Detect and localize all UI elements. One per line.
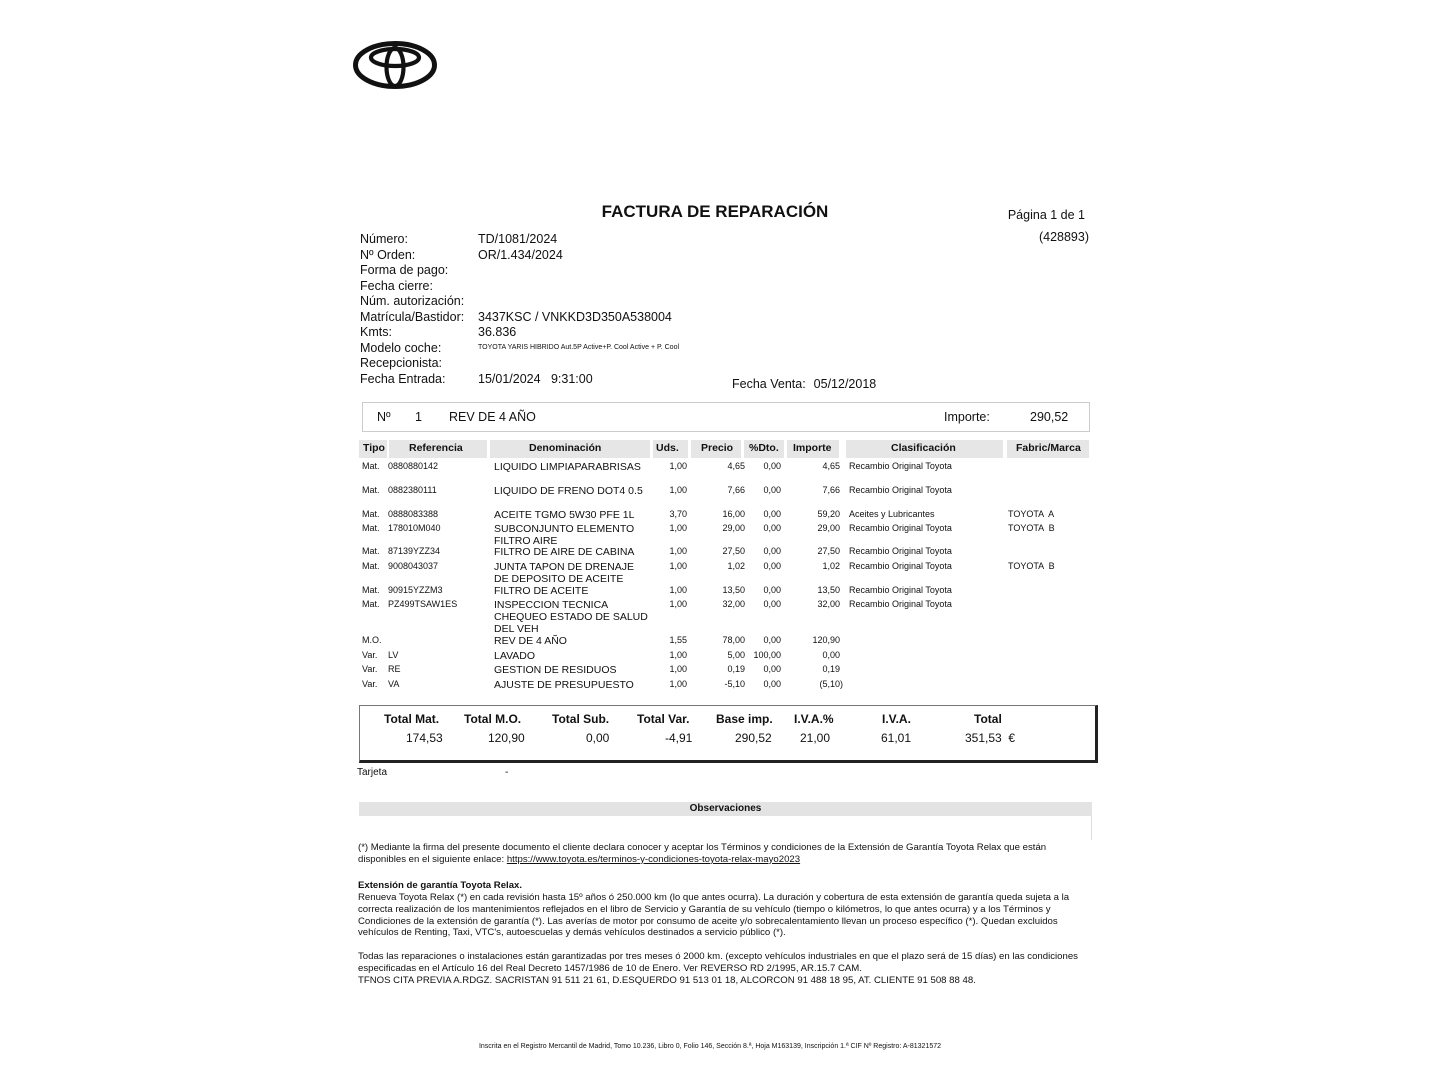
sale-date-value: 05/12/2018 (813, 377, 877, 391)
cell-denominacion: LIQUIDO LIMPIAPARABRISAS (494, 461, 641, 473)
payment-method-label: Tarjeta (357, 767, 388, 778)
cell-referencia: 90915YZZM3 (388, 585, 443, 595)
cell-uds: 1,00 (669, 585, 687, 595)
cell-importe: 13,50 (817, 585, 840, 595)
cell-referencia: RE (388, 664, 401, 674)
iva-pct-value: 21,00 (800, 731, 831, 745)
cell-tipo: Mat. (362, 599, 380, 609)
info-label: Matrícula/Bastidor: (360, 309, 465, 324)
cell-dto: 100,00 (753, 650, 781, 660)
cell-uds: 1,00 (669, 485, 687, 495)
warranty-heading: Extensión de garantía Toyota Relax. (358, 880, 523, 891)
total-mo-value: 120,90 (488, 731, 525, 745)
operation-box (362, 402, 1090, 432)
cell-dto: 0,00 (763, 599, 781, 609)
cell-precio: 32,00 (722, 599, 745, 609)
cell-tipo: Mat. (362, 509, 380, 519)
cell-referencia: 0888083388 (388, 509, 439, 519)
cell-dto: 0,00 (763, 664, 781, 674)
cell-uds: 1,55 (669, 635, 687, 645)
contact-phones: TFNOS CITA PREVIA A.RDGZ. SACRISTAN 91 511 21 61, D.ESQUERDO 91 513 01 18, ALCORCON 91 488 18 95, AT. CLIENTE 91 508 88 48. (358, 975, 976, 986)
total-mat-value: 174,53 (406, 731, 443, 745)
cell-precio: 1,02 (727, 561, 745, 571)
cell-referencia: 9008043037 (388, 561, 439, 571)
warranty-text: Renueva Toyota Relax (*) en cada revisión hasta 15º años ó 250.000 km (lo que antes ocurra). La duración y cobertura de esta extensión de garantía queda sujeta a la correcta realización de los mantenimientos reflejados en el libro de Servicio y Garantía de su vehículo (tiempo o kilómetros, lo que antes ocurra) y a los Términos y Condiciones de la extensión de garantía (*). Las averías de motor por consumo de aceite y/o sobrecalentamiento llevan un proceso específico (*). Quedan excluidos vehículos de Renting, Taxi, VTC's, autoescuelas y demás vehículos destinados a servicio público (*). (358, 892, 1070, 939)
total-value: 351,53 € (965, 731, 1016, 745)
info-value: TOYOTA YARIS HIBRIDO Aut.5P Active+P. Cool Active + P. Cool (478, 343, 680, 351)
cell-clasificacion: Recambio Original Toyota (849, 523, 952, 533)
cell-importe: 29,00 (817, 523, 840, 533)
cell-dto: 0,00 (763, 585, 781, 595)
cell-denominacion: INSPECCION TECNICA CHEQUEO ESTADO DE SALUD DEL VEH (494, 599, 648, 635)
cell-importe: 1,02 (822, 561, 840, 571)
cell-importe: 27,50 (817, 546, 840, 556)
cell-uds: 1,00 (669, 599, 687, 609)
cell-tipo: Var. (362, 664, 378, 674)
cell-dto: 0,00 (763, 509, 781, 519)
cell-marca: TOYOTA B (1008, 523, 1055, 533)
cell-marca: TOYOTA B (1008, 561, 1055, 571)
cell-denominacion: JUNTA TAPON DE DRENAJE DE DEPOSITO DE ACEITE (494, 561, 635, 585)
cell-referencia: 0880880142 (388, 461, 439, 471)
total-var-value: -4,91 (665, 731, 693, 745)
operation-importe-value: 290,52 (1030, 410, 1069, 424)
operation-number-label: Nº (377, 410, 391, 424)
payment-method-value: - (505, 767, 509, 778)
info-row (358, 263, 858, 279)
terms-notice (358, 842, 1093, 866)
info-row (358, 248, 858, 264)
terms-link[interactable]: https://www.toyota.es/terminos-y-condiciones-toyota-relax-mayo2023 (506, 853, 801, 865)
cell-referencia: VA (388, 679, 400, 689)
info-label: Fecha cierre: (360, 278, 433, 293)
cell-tipo: Mat. (362, 485, 380, 495)
cell-importe: 0,19 (822, 664, 840, 674)
column-clasificacion: Clasificación (891, 442, 956, 454)
column-denominacion: Denominación (529, 442, 602, 454)
column-tipo: Tipo (363, 442, 385, 454)
registry-footer: Inscrita en el Registro Mercantil de Madrid, Tomo 10.236, Libro 0, Folio 146, Sección 8.ª, Hoja M163139, Inscripción 1.ª CIF Nº Registro: A-81321572 (478, 1043, 942, 1050)
cell-importe: 0,00 (822, 650, 840, 660)
info-value: TD/1081/2024 (478, 232, 558, 246)
cell-precio: 5,00 (727, 650, 745, 660)
cell-clasificacion: Aceites y Lubricantes (849, 509, 935, 519)
cell-clasificacion: Recambio Original Toyota (849, 546, 952, 556)
info-value: 36.836 (478, 325, 517, 339)
repair-guarantee-text: Todas las reparaciones o instalaciones están garantizadas por tres meses ó 2000 km. (excepto vehículos industriales en que el plazo será de 15 días) en las condiciones especificadas en el Artículo 16 del Real Decreto 1457/1986 de 10 de Enero. Ver REVERSO RD 2/1995, AR.15.7 CAM. (358, 951, 1078, 974)
cell-dto: 0,00 (763, 485, 781, 495)
cell-dto: 0,00 (763, 561, 781, 571)
cell-uds: 1,00 (669, 650, 687, 660)
cell-dto: 0,00 (763, 523, 781, 533)
document-title: FACTURA DE REPARACIÓN (601, 202, 829, 221)
info-value: OR/1.434/2024 (478, 247, 563, 262)
totals-box (359, 705, 1098, 763)
observaciones-box (359, 816, 1092, 840)
cell-precio: 4,65 (727, 461, 745, 471)
cell-tipo: Mat. (362, 585, 380, 595)
info-row (358, 325, 858, 341)
cell-denominacion: SUBCONJUNTO ELEMENTO FILTRO AIRE (494, 523, 635, 547)
cell-dto: 0,00 (763, 679, 781, 689)
page-number: Página 1 de 1 (1007, 208, 1085, 222)
order-id: (428893) (1038, 230, 1089, 244)
info-label: Recepcionista: (360, 356, 442, 370)
info-label: Núm. autorización: (360, 294, 465, 308)
cell-clasificacion: Recambio Original Toyota (849, 461, 952, 471)
cell-importe: (5,10) (819, 679, 843, 689)
cell-clasificacion: Recambio Original Toyota (849, 485, 952, 495)
cell-precio: 0,19 (727, 664, 745, 674)
iva-label: I.V.A. (882, 712, 911, 726)
operation-description: REV DE 4 AÑO (449, 410, 536, 424)
cell-uds: 1,00 (669, 561, 687, 571)
column-referencia: Referencia (409, 442, 463, 454)
info-row (358, 232, 858, 248)
cell-tipo: Var. (362, 650, 378, 660)
cell-referencia: 87139YZZ34 (388, 546, 441, 556)
operation-importe-label: Importe: (944, 410, 990, 424)
cell-precio: 27,50 (722, 546, 745, 556)
cell-referencia: 178010M040 (388, 523, 441, 533)
cell-tipo: Mat. (362, 461, 380, 471)
cell-dto: 0,00 (763, 635, 781, 645)
cell-tipo: Mat. (362, 546, 380, 556)
cell-referencia: LV (388, 650, 399, 660)
invoice-info (358, 232, 858, 387)
cell-uds: 1,00 (669, 664, 687, 674)
cell-marca: TOYOTA A (1008, 509, 1055, 519)
info-value: 15/01/2024 9:31:00 (478, 371, 593, 386)
cell-precio: 29,00 (722, 523, 745, 533)
info-label: Modelo coche: (360, 340, 442, 355)
toyota-logo-icon (352, 40, 438, 90)
total-mat-label: Total Mat. (384, 712, 440, 726)
info-row (358, 310, 858, 326)
cell-dto: 0,00 (763, 546, 781, 556)
iva-value: 61,01 (881, 731, 912, 745)
info-label: Kmts: (360, 325, 392, 339)
cell-importe: 32,00 (817, 599, 840, 609)
total-sub-label: Total Sub. (552, 712, 610, 726)
info-row (358, 341, 858, 357)
iva-pct-label: I.V.A.% (794, 712, 834, 726)
cell-denominacion: ACEITE TGMO 5W30 PFE 1L (494, 509, 635, 521)
items-header (359, 440, 1089, 458)
base-imp-label: Base imp. (716, 712, 773, 726)
cell-denominacion: GESTION DE RESIDUOS (494, 664, 617, 676)
column-fabric-marca: Fabric/Marca (1016, 442, 1081, 454)
cell-denominacion: LAVADO (494, 650, 536, 662)
observaciones-title: Observaciones (689, 803, 762, 814)
info-label: Forma de pago: (360, 263, 449, 277)
cell-dto: 0,00 (763, 461, 781, 471)
cell-denominacion: AJUSTE DE PRESUPUESTO (494, 679, 634, 691)
terms-text: (*) Mediante la firma del presente documento el cliente declara conocer y aceptar los Términos y condiciones de la Extensión de Garantía Toyota Relax que están disponibles en el siguiente enlace: (358, 842, 1047, 865)
cell-clasificacion: Recambio Original Toyota (849, 599, 952, 609)
column-importe: Importe (793, 442, 832, 454)
info-row (358, 356, 858, 372)
cell-clasificacion: Recambio Original Toyota (849, 585, 952, 595)
cell-importe: 4,65 (822, 461, 840, 471)
info-row (358, 279, 858, 295)
cell-denominacion: FILTRO DE ACEITE (494, 585, 589, 597)
cell-tipo: M.O. (362, 635, 382, 645)
cell-tipo: Var. (362, 679, 378, 689)
total-sub-value: 0,00 (586, 731, 610, 745)
cell-precio: 13,50 (722, 585, 745, 595)
column-precio: Precio (701, 442, 734, 454)
cell-referencia: 0882380111 (388, 485, 437, 495)
cell-precio: 78,00 (722, 635, 745, 645)
cell-importe: 120,90 (812, 635, 840, 645)
total-var-label: Total Var. (637, 712, 690, 726)
cell-uds: 1,00 (669, 679, 687, 689)
cell-denominacion: REV DE 4 AÑO (494, 635, 567, 647)
sale-date-label: Fecha Venta: (732, 377, 806, 391)
cell-importe: 59,20 (817, 509, 840, 519)
cell-precio: 16,00 (722, 509, 745, 519)
base-imp-value: 290,52 (735, 731, 772, 745)
total-mo-label: Total M.O. (464, 712, 522, 726)
cell-uds: 3,70 (669, 509, 687, 519)
cell-denominacion: FILTRO DE AIRE DE CABINA (494, 546, 635, 558)
cell-precio: -5,10 (724, 679, 745, 689)
info-row (358, 294, 858, 310)
sale-date (732, 377, 876, 391)
total-label: Total (974, 712, 1002, 726)
cell-tipo: Mat. (362, 561, 380, 571)
cell-uds: 1,00 (669, 523, 687, 533)
cell-clasificacion: Recambio Original Toyota (849, 561, 952, 571)
cell-uds: 1,00 (669, 546, 687, 556)
cell-tipo: Mat. (362, 523, 380, 533)
operation-number: 1 (415, 410, 422, 424)
cell-precio: 7,66 (727, 485, 745, 495)
cell-importe: 7,66 (822, 485, 840, 495)
info-value: 3437KSC / VNKKD3D350A538004 (478, 309, 672, 324)
cell-referencia: PZ499TSAW1ES (388, 599, 458, 609)
column-dto: %Dto. (749, 442, 779, 454)
cell-denominacion: LIQUIDO DE FRENO DOT4 0.5 (494, 485, 643, 497)
column-uds: Uds. (656, 442, 679, 454)
cell-uds: 1,00 (669, 461, 687, 471)
info-label: Nº Orden: (360, 247, 416, 262)
info-label: Número: (360, 232, 408, 246)
info-label: Fecha Entrada: (360, 371, 446, 386)
